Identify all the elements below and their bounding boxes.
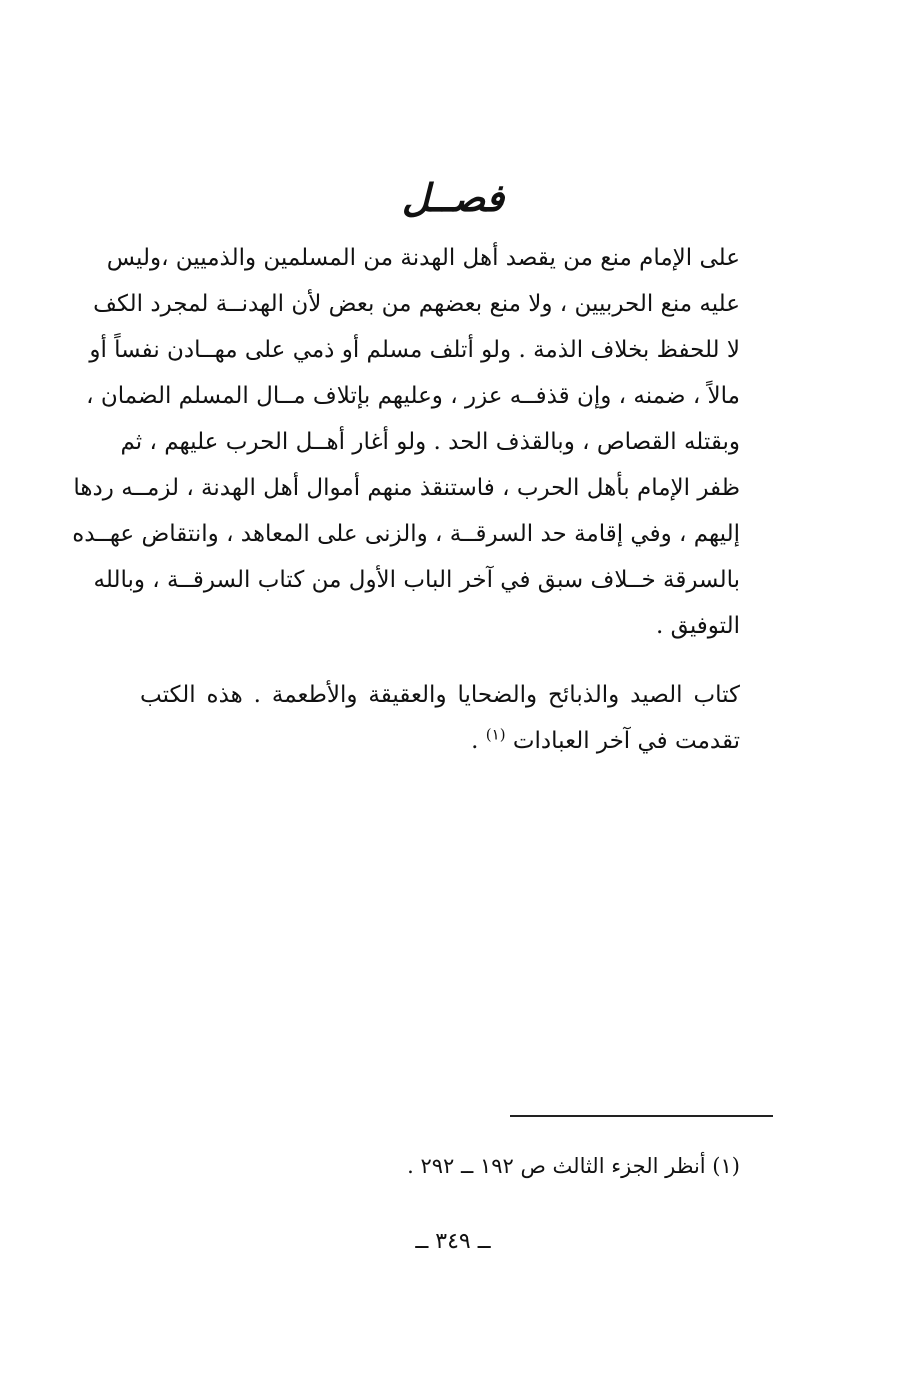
footnote-marker: (١) <box>485 725 506 744</box>
paragraph-line: وبقتله القصاص ، وبالقذف الحد . ولو أغار أهــل الحرب عليهم ، ثم <box>120 429 740 455</box>
paragraph-line: لا للحفظ بخلاف الذمة . ولو أتلف مسلم أو ذمي على مهــادن نفساً أو <box>89 337 740 363</box>
paragraph-end-mark: . <box>471 728 486 754</box>
section-title: فصــل <box>401 175 505 220</box>
paragraph-line: على الإمام منع من يقصد أهل الهدنة من المسلمين والذميين ،وليس <box>106 245 740 271</box>
page-number: ــ ٣٤٩ ــ <box>415 1229 491 1254</box>
paragraph-line: كتاب الصيد والذبائح والضحايا والعقيقة والأطعمة . هذه الكتب <box>140 682 740 708</box>
paragraph-line: عليه منع الحربيين ، ولا منع بعضهم من بعض لأن الهدنــة لمجرد الكف <box>93 291 740 317</box>
footnote: (١) أنظر الجزء الثالث ص ١٩٢ ــ ٢٩٢ . <box>407 1154 740 1178</box>
paragraph-text: تقدمت في آخر العبادات <box>512 728 740 754</box>
paragraph-line: بالسرقة خــلاف سبق في آخر الباب الأول من كتاب السرقــة ، وبالله <box>93 567 740 593</box>
paragraph-line: مالاً ، ضمنه ، وإن قذفــه عزر ، وعليهم بإتلاف مــال المسلم الضمان ، <box>86 383 740 409</box>
paragraph-line: التوفيق . <box>656 613 740 639</box>
footnote-divider <box>510 1115 773 1117</box>
books-paragraph <box>140 672 740 764</box>
paragraph-line: ظفر الإمام بأهل الحرب ، فاستنقذ منهم أموال أهل الهدنة ، لزمــه ردها <box>73 475 740 501</box>
paragraph-line <box>140 718 740 764</box>
main-paragraph <box>72 235 740 649</box>
paragraph-line: إليهم ، وفي إقامة حد السرقــة ، والزنى على المعاهد ، وانتقاض عهــده <box>72 521 740 547</box>
